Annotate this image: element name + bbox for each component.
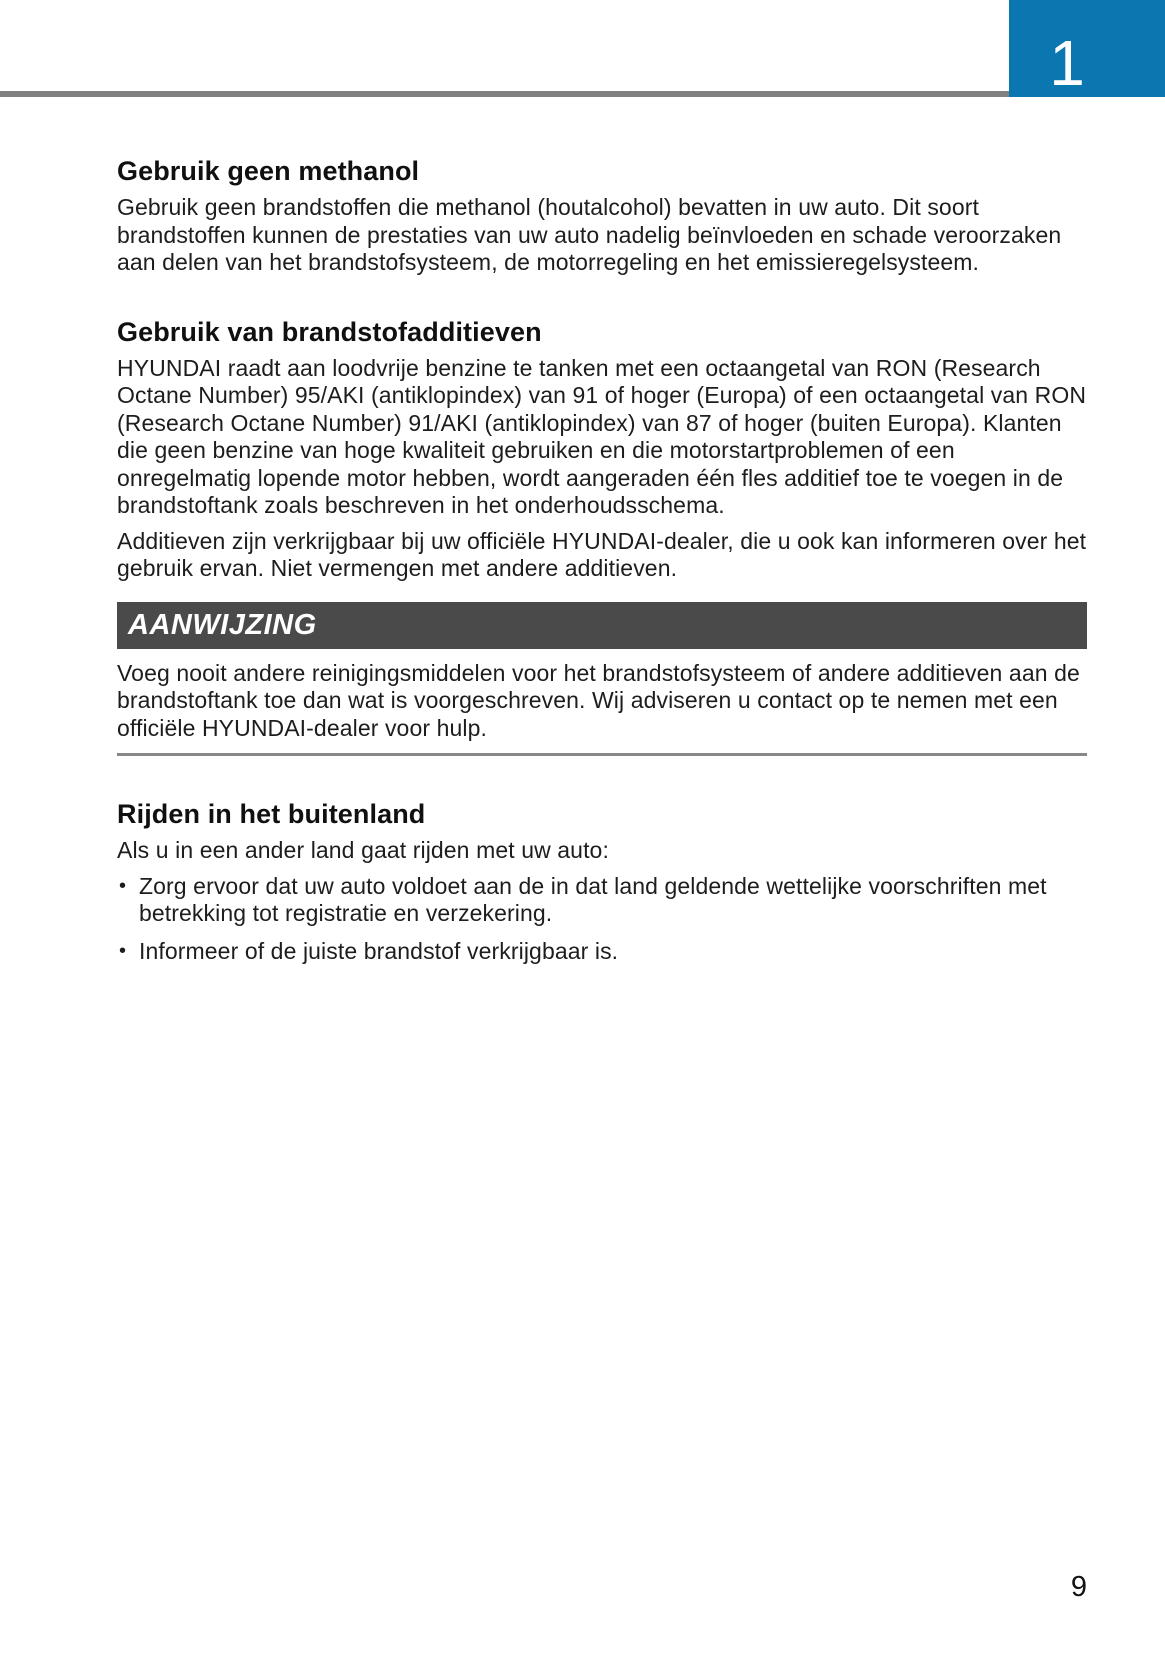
bullet-icon: •: [119, 874, 127, 897]
bullet-list: [117, 873, 1087, 966]
page-number: 9: [1070, 1571, 1087, 1603]
bullet-text: Informeer of de juiste brandstof verkrijgbaar is.: [139, 937, 619, 964]
notice-banner: [117, 602, 1087, 649]
section-heading-additieven: Gebruik van brandstofadditieven: [117, 316, 542, 347]
notice-label: AANWIJZING: [128, 608, 317, 641]
section-divider: [117, 753, 1087, 756]
paragraph-additieven-2: Additieven zijn verkrijgbaar bij uw officiële HYUNDAI-dealer, die u ook kan informeren over het gebruik ervan. Niet vermengen met andere additieven.: [117, 527, 1087, 581]
bullet-icon: •: [119, 939, 127, 962]
list-item: [117, 873, 1087, 928]
paragraph-buitenland-intro: Als u in een ander land gaat rijden met uw auto:: [117, 837, 609, 863]
paragraph-methanol: Gebruik geen brandstoffen die methanol (houtalcohol) bevatten in uw auto. Dit soort brandstoffen kunnen de prestaties van uw auto nadelig beïnvloeden en schade veroorzaken aan delen van het brandstofsysteem, de motorregeling en het emissieregelsysteem.: [117, 194, 1062, 275]
page-content: [117, 0, 1087, 975]
notice-body: Voeg nooit andere reinigingsmiddelen voor het brandstofsysteem of andere additieven aan de brandstoftank toe dan wat is voorgeschreven. Wij adviseren u contact op te nemen met een officiële HYUNDAI-dealer voor hulp.: [117, 659, 1080, 741]
bullet-text: Zorg ervoor dat uw auto voldoet aan de in dat land geldende wettelijke voorschriften met betrekking tot registratie en verzekering.: [139, 872, 1047, 926]
list-item: [117, 938, 1087, 966]
paragraph-additieven-1: HYUNDAI raadt aan loodvrije benzine te tanken met een octaangetal van RON (Research Octane Number) 95/AKI (antiklopindex) van 91 of hoger (Europa) of een octaangetal van RON (Research Octane Number) 91/AKI (antiklopindex) van 87 of hoger (buiten Europa). Klanten die geen benzine van hoge kwaliteit gebruiken en die motorstartproblemen of een onregelmatig lopende motor hebben, wordt aangeraden één fles additief toe te voegen in de brandstoftank zoals beschreven in het onderhoudsschema.: [117, 354, 1087, 518]
section-heading-methanol: Gebruik geen methanol: [117, 156, 420, 186]
section-heading-buitenland: Rijden in het buitenland: [117, 799, 426, 829]
chapter-number: 1: [1049, 27, 1085, 99]
